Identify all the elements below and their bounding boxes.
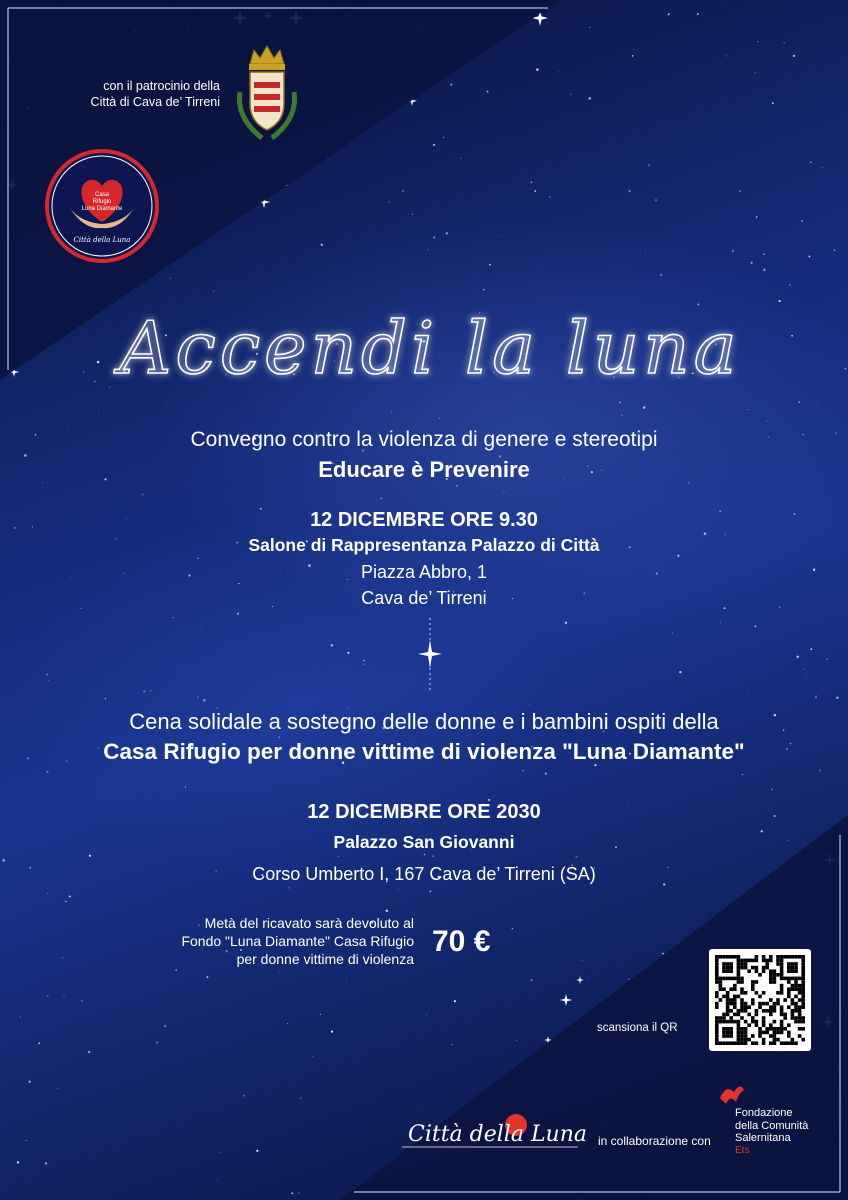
star xyxy=(791,335,793,337)
star xyxy=(589,27,590,28)
donation-line3: per donne vittime di violenza xyxy=(236,951,414,967)
star xyxy=(797,656,799,658)
star xyxy=(588,97,591,100)
fcs-logo-icon xyxy=(718,1080,746,1108)
star xyxy=(514,660,515,661)
star xyxy=(46,771,48,773)
star xyxy=(69,895,71,897)
star xyxy=(742,774,743,775)
star xyxy=(48,680,49,681)
star xyxy=(697,13,699,15)
star xyxy=(672,632,673,633)
star xyxy=(807,677,808,678)
star xyxy=(589,699,590,700)
star xyxy=(256,1150,258,1152)
star xyxy=(810,161,812,163)
star xyxy=(65,901,66,902)
star xyxy=(2,859,4,861)
star xyxy=(660,274,662,276)
star xyxy=(29,1081,31,1083)
star xyxy=(739,190,740,191)
star xyxy=(381,498,382,499)
cena-beneficiary: Casa Rifugio per donne vittime di violenza "Luna Diamante" xyxy=(103,739,745,764)
star xyxy=(218,1180,219,1181)
star xyxy=(198,697,199,698)
qr-code-icon[interactable] xyxy=(709,949,811,1051)
star xyxy=(172,617,173,618)
cena-address: Corso Umberto I, 167 Cava de’ Tirreni (SA) xyxy=(252,864,596,884)
star xyxy=(175,969,177,971)
star xyxy=(278,736,280,738)
star xyxy=(749,692,750,693)
crest-icon xyxy=(232,42,302,146)
star xyxy=(20,1017,21,1018)
star xyxy=(391,412,392,413)
donation-note xyxy=(84,914,414,968)
star xyxy=(363,660,365,662)
cena-datetime: 12 DICEMBRE ORE 2030 xyxy=(307,801,541,823)
star xyxy=(810,648,812,650)
star xyxy=(793,55,795,57)
star xyxy=(726,55,727,56)
star xyxy=(755,217,757,219)
star xyxy=(331,1031,333,1033)
star xyxy=(280,501,281,502)
star xyxy=(829,557,830,558)
star xyxy=(668,13,670,15)
qr-label: scansiona il QR xyxy=(597,1022,678,1034)
cena-intro: Cena solidale a sostegno delle donne e i bambini ospiti della xyxy=(129,709,719,734)
cena-venue: Palazzo San Giovanni xyxy=(333,832,515,852)
star xyxy=(743,242,744,243)
star xyxy=(206,976,208,978)
donation-line1: Metà del ricavato sarà devoluto al xyxy=(204,915,414,931)
star xyxy=(817,405,818,406)
star xyxy=(47,893,48,894)
star xyxy=(726,767,727,768)
star xyxy=(45,1162,47,1164)
star xyxy=(201,629,202,630)
star xyxy=(823,689,824,690)
partner-line1: Fondazione xyxy=(735,1107,793,1119)
star xyxy=(331,644,334,647)
star xyxy=(47,996,48,997)
patronage-text xyxy=(40,78,220,110)
star xyxy=(565,622,567,624)
star xyxy=(46,674,48,676)
star xyxy=(845,368,847,370)
convegno-city: Cava de’ Tirreni xyxy=(361,588,487,608)
star xyxy=(655,199,657,201)
star xyxy=(701,495,702,496)
star xyxy=(67,425,68,426)
star xyxy=(338,856,339,857)
convegno-subtitle: Convegno contro la violenza di genere e stereotipi xyxy=(190,428,658,451)
star xyxy=(89,855,91,857)
star xyxy=(763,269,765,271)
star xyxy=(720,622,722,624)
collaboration-text: in collaborazione con xyxy=(598,1134,711,1148)
svg-text:Città della Luna: Città della Luna xyxy=(73,236,131,244)
event-title xyxy=(70,295,790,405)
star xyxy=(57,1088,58,1089)
star xyxy=(456,485,458,487)
citta-della-luna-logo xyxy=(398,1105,588,1155)
star xyxy=(17,1161,19,1163)
star xyxy=(757,41,758,42)
star xyxy=(503,492,504,493)
star xyxy=(173,1003,174,1004)
star xyxy=(291,1192,293,1194)
star xyxy=(545,772,548,775)
star xyxy=(280,417,281,418)
star xyxy=(643,406,645,408)
star xyxy=(298,1192,300,1194)
star xyxy=(750,262,752,264)
star xyxy=(38,1042,40,1044)
star xyxy=(570,93,572,95)
star xyxy=(300,1097,301,1098)
title-text: Accendi la luna xyxy=(119,306,741,390)
star xyxy=(767,421,768,422)
star xyxy=(679,671,681,673)
convegno-venue: Salone di Rappresentanza Palazzo di Città xyxy=(248,535,600,555)
star xyxy=(164,1025,167,1028)
star xyxy=(721,3,722,4)
patronage-line2: Città di Cava de’ Tirreni xyxy=(90,95,220,109)
star xyxy=(123,636,124,637)
star xyxy=(749,409,750,410)
star xyxy=(454,694,455,695)
star xyxy=(819,770,821,772)
star xyxy=(804,669,805,670)
star xyxy=(648,164,650,166)
partner-line3: Salernitana xyxy=(735,1132,791,1144)
star xyxy=(220,1152,221,1153)
star xyxy=(288,887,290,889)
star xyxy=(815,696,817,698)
partner-name xyxy=(735,1107,808,1157)
convegno-theme: Educare è Prevenire xyxy=(318,457,530,482)
star xyxy=(827,659,828,660)
star xyxy=(789,284,790,285)
star xyxy=(156,1041,158,1043)
star xyxy=(150,690,151,691)
partner-line4: Ets xyxy=(735,1144,750,1156)
ticket-price: 70 € xyxy=(432,925,491,958)
star xyxy=(801,220,802,221)
convegno-datetime: 12 DICEMBRE ORE 9.30 xyxy=(310,509,538,531)
star xyxy=(632,55,634,57)
star xyxy=(185,786,186,787)
star xyxy=(197,558,198,559)
star xyxy=(763,254,764,255)
star xyxy=(26,1140,27,1141)
star xyxy=(756,216,757,217)
star xyxy=(64,995,65,996)
star xyxy=(798,401,800,403)
star xyxy=(529,704,530,705)
star xyxy=(834,249,836,251)
star xyxy=(98,411,99,412)
star xyxy=(836,697,838,699)
svg-text:Luna Diamante: Luna Diamante xyxy=(81,206,123,212)
casa-rifugio-logo xyxy=(44,148,160,264)
star xyxy=(783,42,784,43)
star xyxy=(238,583,239,584)
star xyxy=(822,167,823,168)
star xyxy=(523,770,524,771)
star xyxy=(105,698,106,699)
partner-line2: della Comunità xyxy=(735,1119,809,1132)
star xyxy=(808,255,810,257)
star xyxy=(62,957,63,958)
svg-text:Casa: Casa xyxy=(94,192,110,198)
organizer-logo-text: Città della Luna xyxy=(408,1122,588,1147)
sparkle-divider-icon xyxy=(418,618,442,690)
star xyxy=(621,415,623,417)
star xyxy=(203,699,206,702)
star xyxy=(237,613,239,615)
star xyxy=(143,690,145,692)
star xyxy=(771,789,772,790)
star xyxy=(142,494,144,496)
donation-line2: Fondo "Luna Diamante" Casa Rifugio xyxy=(181,933,414,949)
star xyxy=(772,102,774,104)
star xyxy=(364,664,365,665)
star xyxy=(755,626,757,628)
star xyxy=(645,253,646,254)
star xyxy=(287,1023,288,1024)
patronage-line1: con il patrocinio della xyxy=(103,79,220,93)
star xyxy=(439,418,440,419)
star xyxy=(732,250,734,252)
star xyxy=(81,1000,83,1002)
star xyxy=(347,652,349,654)
star xyxy=(279,971,280,972)
star xyxy=(320,1014,321,1015)
star xyxy=(755,72,756,73)
star xyxy=(746,409,747,410)
star xyxy=(629,190,631,192)
star xyxy=(312,1056,313,1057)
star xyxy=(243,1095,245,1097)
svg-text:Rifugio: Rifugio xyxy=(92,199,112,205)
convegno-address: Piazza Abbro, 1 xyxy=(360,562,488,582)
star xyxy=(88,1051,90,1053)
